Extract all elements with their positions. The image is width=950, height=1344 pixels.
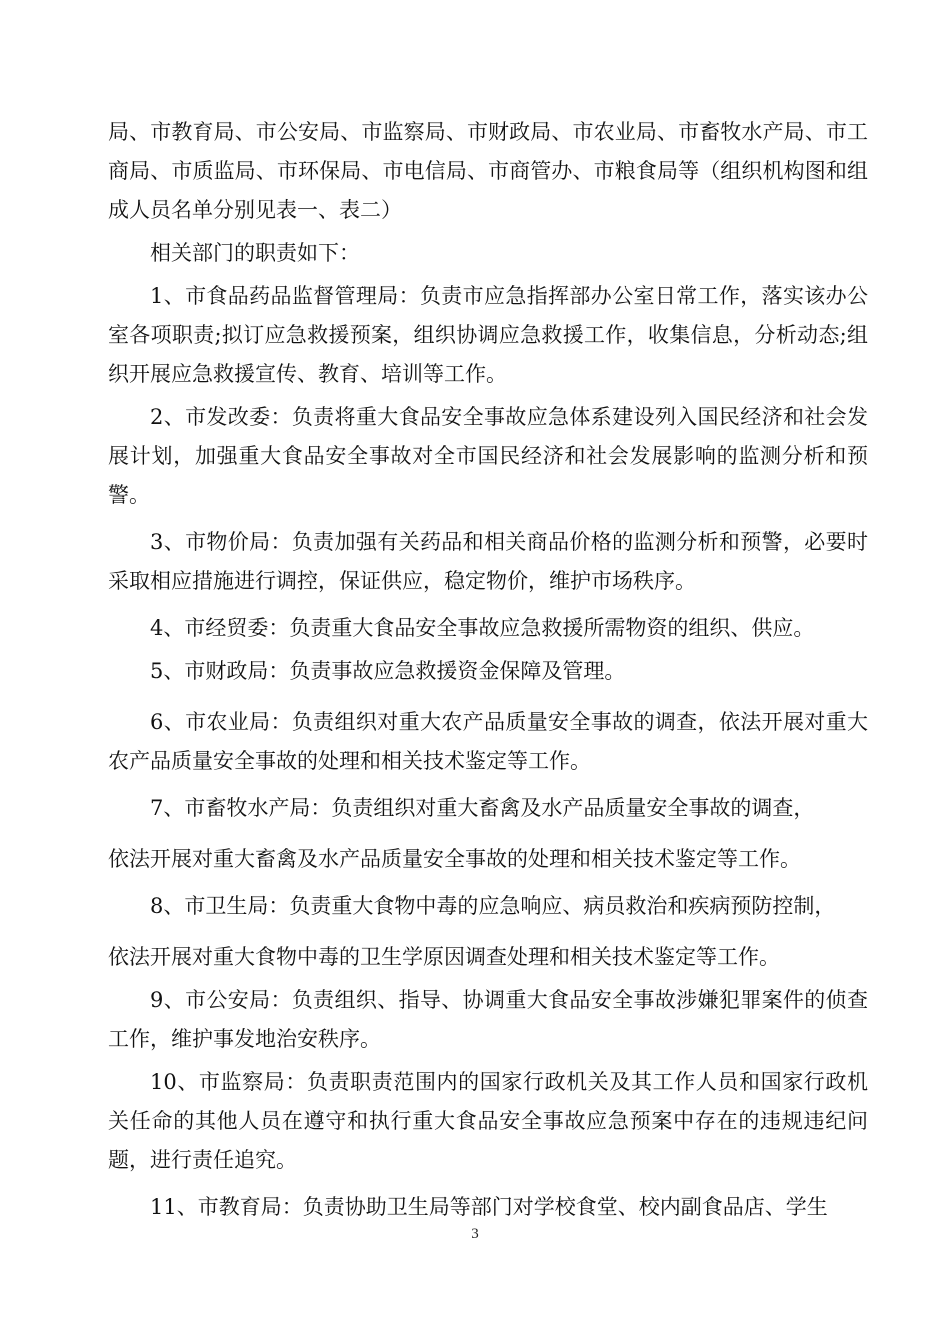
paragraph-department-list: 局、市教育局、市公安局、市监察局、市财政局、市农业局、市畜牧水产局、市工商局、市质监局、市环保局、市电信局、市商管办、市粮食局等（组织机构图和组成人员名单分别见表一、表二） (108, 120, 868, 222)
paragraph-duty-2: 2、市发改委：负责将重大食品安全事故应急体系建设列入国民经济和社会发展计划，加强重大食品安全事故对全市国民经济和社会发展影响的监测分析和预警。 (108, 405, 868, 507)
paragraph-duty-11: 11、市教育局：负责协助卫生局等部门对学校食堂、校内副食品店、学生 (150, 1195, 828, 1219)
paragraph-duty-9: 9、市公安局：负责组织、指导、协调重大食品安全事故涉嫌犯罪案件的侦查工作，维护事发地治安秩序。 (108, 988, 868, 1051)
paragraph-duty-10: 10、市监察局：负责职责范围内的国家行政机关及其工作人员和国家行政机关任命的其他人员在遵守和执行重大食品安全事故应急预案中存在的违规违纪问题，进行责任追究。 (108, 1070, 868, 1172)
paragraph-duty-8-continued: 依法开展对重大食物中毒的卫生学原因调查处理和相关技术鉴定等工作。 (108, 945, 780, 969)
paragraph-duty-1: 1、市食品药品监督管理局：负责市应急指挥部办公室日常工作，落实该办公室各项职责;拟订应急救援预案，组织协调应急救援工作，收集信息，分析动态;组织开展应急救援宣传、教育、培训等工作。 (108, 284, 868, 386)
page-number: 3 (471, 1226, 479, 1242)
paragraph-duties-heading: 相关部门的职责如下： (150, 241, 360, 265)
document-body (108, 113, 868, 1227)
paragraph-duty-7: 7、市畜牧水产局：负责组织对重大畜禽及水产品质量安全事故的调查， (150, 796, 815, 820)
paragraph-duty-3: 3、市物价局：负责加强有关药品和相关商品价格的监测分析和预警，必要时采取相应措施进行调控，保证供应，稳定物价，维护市场秩序。 (108, 530, 868, 593)
paragraph-duty-5: 5、市财政局：负责事故应急救援资金保障及管理。 (150, 659, 626, 683)
paragraph-duty-8: 8、市卫生局：负责重大食物中毒的应急响应、病员救治和疾病预防控制， (150, 894, 836, 918)
paragraph-duty-4: 4、市经贸委：负责重大食品安全事故应急救援所需物资的组织、供应。 (150, 616, 815, 640)
paragraph-duty-6: 6、市农业局：负责组织对重大农产品质量安全事故的调查，依法开展对重大农产品质量安全事故的处理和相关技术鉴定等工作。 (108, 710, 868, 773)
paragraph-duty-7-continued: 依法开展对重大畜禽及水产品质量安全事故的处理和相关技术鉴定等工作。 (108, 847, 801, 871)
